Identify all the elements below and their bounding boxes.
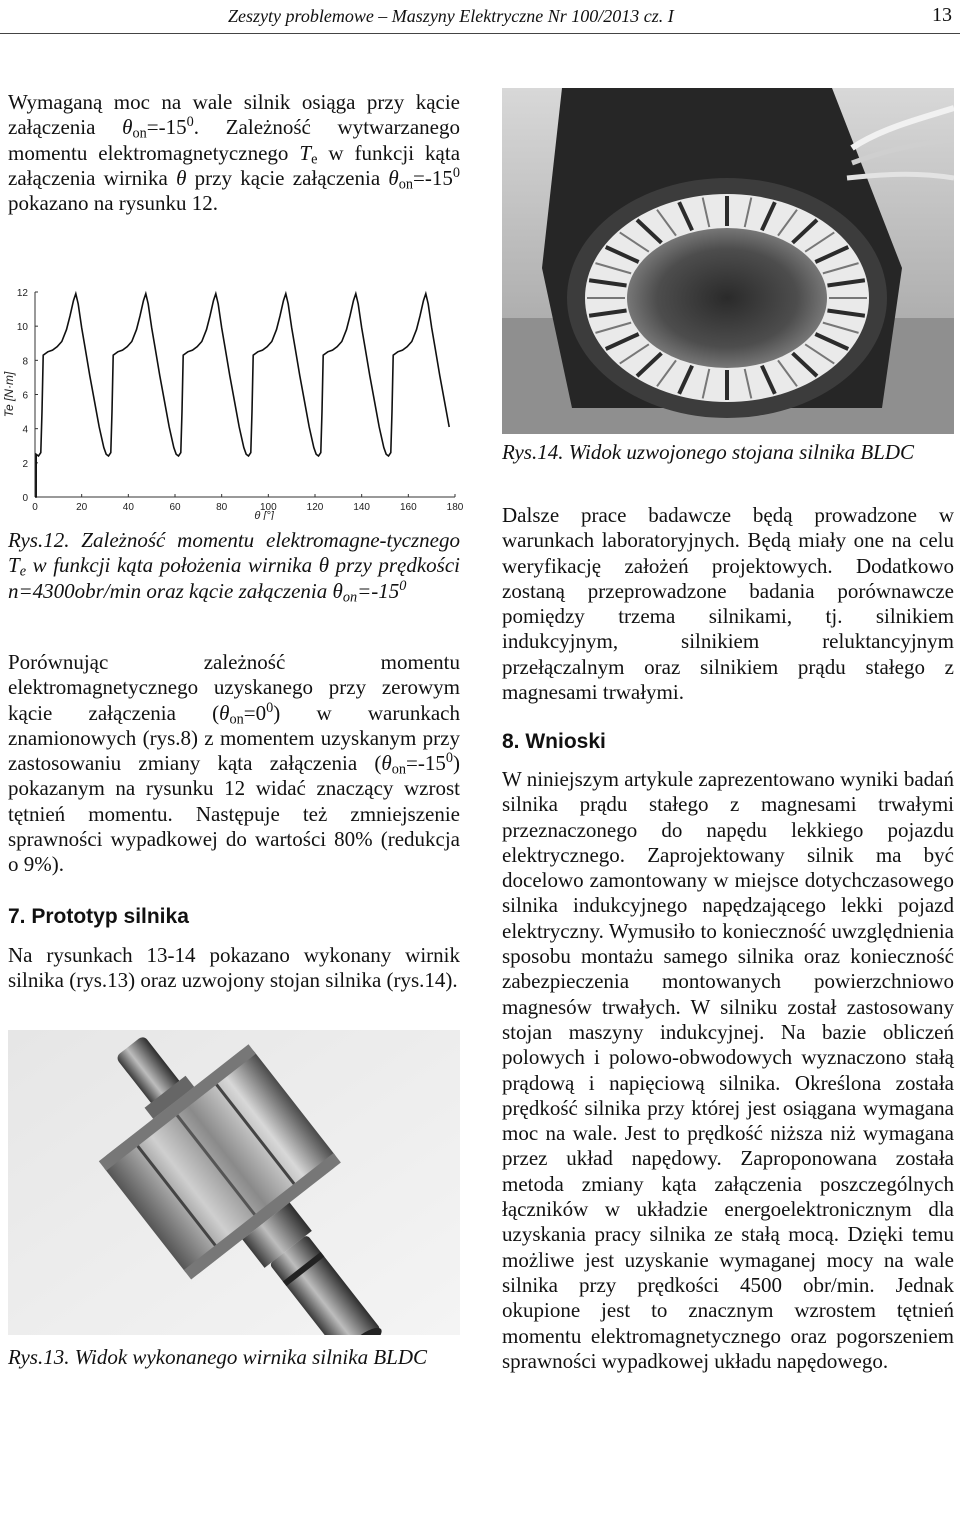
- y-axis-label: Te [N·m]: [2, 371, 16, 418]
- x-tick-label: 80: [216, 502, 228, 513]
- comparison-paragraph: Porównując zależność momentu elektromagnetycznego uzyskanego przy zerowym kącie załączenia $(\theta_{on}=0^0)$ w warunkach znamionowych (rys.8) z momentem uzyskanym przy zastosowaniu zmiany kąta załączenia $(\theta_{on}=-15^0)$ pokazanym na rysunku 12 widać znaczący wzrost tętnień momentu. Następuje też zmniejszenie sprawności wypadkowej do wartości 80% (redukcja o 9%).: [8, 650, 460, 877]
- x-tick-label: 60: [169, 502, 181, 513]
- x-tick-label: 0: [32, 502, 38, 513]
- y-tick-label: 4: [22, 424, 28, 436]
- further-work-paragraph: Dalsze prace badawcze będą prowadzone w warunkach laboratoryjnych. Będą miały one na celu weryfikację założeń projektowych. Dodatkowo zostaną przeprowadzone badania porównawcze pomiędzy trzema silnikami, tj. silnikiem indukcyjnym, silnikiem reluktancyjnym przełączalnym oraz silnikiem prądu stałego z magnesami trwałymi.: [502, 503, 954, 705]
- x-tick-label: 100: [259, 502, 277, 513]
- y-tick-label: 8: [22, 356, 28, 368]
- photo-rotor: [8, 1030, 460, 1335]
- page-header: [0, 0, 960, 40]
- fig13-caption: Rys.13. Widok wykonanego wirnika silnika BLDC: [8, 1345, 427, 1369]
- y-tick-label: 0: [22, 493, 28, 504]
- x-axis-label: θ [°]: [254, 510, 274, 520]
- section-7-text: Na rysunkach 13-14 pokazano wykonany wirnik silnika (rys.13) oraz uzwojony stojan silnika (rys.14).: [8, 943, 460, 993]
- page-number: 13: [932, 4, 952, 26]
- header-rule: [0, 33, 960, 34]
- y-tick-label: 12: [16, 288, 28, 299]
- torque-chart: [0, 280, 470, 520]
- photo-stator: [502, 88, 954, 434]
- intro-paragraph: Wymaganą moc na wale silnik osiąga przy kącie załączenia $\theta_{on}=-15^0$. Zależność wytwarzanego momentu elektromagnetycznego $T_e$ w funkcji kąta załączenia wirnika θ przy kącie załączenia $\theta_{on}=-15^0$ pokazano na rysunku 12.: [8, 90, 461, 216]
- section-8-heading: 8. Wnioski: [502, 730, 606, 753]
- journal-title: Zeszyty problemowe – Maszyny Elektryczne Nr 100/2013 cz. I: [228, 6, 674, 26]
- torque-series-line: [35, 294, 449, 497]
- y-tick-label: 6: [22, 390, 28, 402]
- x-tick-label: 120: [306, 502, 324, 513]
- conclusions-paragraph: W niniejszym artykule zaprezentowano wyniki badań silnika prądu stałego z magnesami trwałymi przeznaczonego do napędu lekkiego pojazdu elektrycznego. Zaprojektowany silnik ma być docelowo zamontowany w miejsce dotychczasowego silnika indukcyjnego napędzającego lekki pojazd elektryczny. Wymusiło to konieczność uwzględnienia sposobu montażu samego silnika oraz konieczność zabezpieczenia montowanych powierzchniowo magnesów trwałych. W silniku został zastosowany stojan maszyny indukcyjnej. Na bazie obliczeń polowych i polowo-obwodowych wyznaczono stałą prądową i napięciową silnika. Określona została prędkość silnika przy której jest osiągana wymagana moc na wale. Jest to prędkość niższa niż wymagana przez układ napędowy. Zaproponowana została metoda zmiany kąta załączenia poszczególnych łączników w układzie energoelektronicznym dla uzyskania pracy silnika ze stałą mocą. Dzięki temu możliwe jest uzyskanie wymaganej mocy na wale silnika przy prędkości 4500 obr/min. Jednak okupione jest to znacznym wzrostem tętnień momentu elektromagnetycznego oraz pogorszeniem sprawności wypadkowej układu napędowego.: [502, 767, 954, 1373]
- x-tick-label: 180: [446, 502, 464, 513]
- x-tick-label: 140: [353, 502, 371, 513]
- x-tick-label: 20: [76, 502, 88, 513]
- fig14-caption: Rys.14. Widok uzwojonego stojana silnika BLDC: [502, 440, 915, 464]
- y-tick-label: 10: [16, 322, 28, 334]
- chart-ticks: [17, 288, 464, 513]
- y-tick-label: 2: [22, 458, 28, 470]
- section-7-heading: 7. Prototyp silnika: [8, 905, 189, 928]
- fig12-caption: Rys.12. Zależność momentu elektromagne-tycznego $T_e$ w funkcji kąta położenia wirnika θ przy prędkości n=4300obr/min oraz kącie załączenia $\theta_{on}=-15^0$: [8, 528, 460, 606]
- x-tick-label: 160: [399, 502, 417, 513]
- x-tick-label: 40: [122, 502, 134, 513]
